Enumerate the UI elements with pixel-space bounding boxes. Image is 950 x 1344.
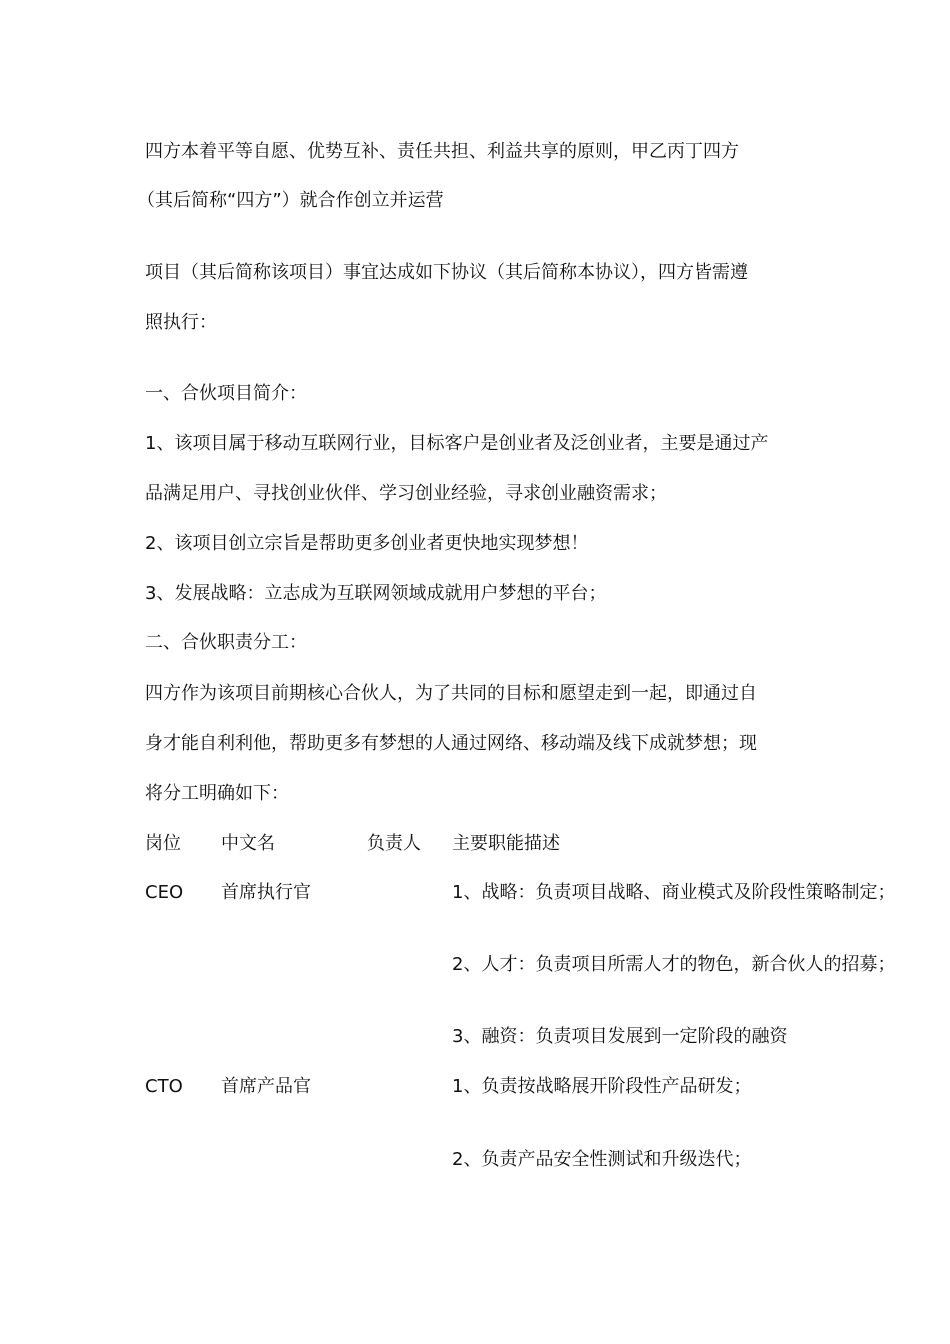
table-row-cto-duty-1: 1、负责按战略展开阶段性产品研发； (452, 1076, 752, 1097)
section-2-heading: 二、合伙职责分工： (145, 632, 307, 653)
table-header-name-cn: 中文名 (221, 833, 275, 854)
table-row-ceo-name-cn: 首席执行官 (221, 882, 311, 903)
table-header-duties: 主要职能描述 (452, 833, 560, 854)
table-row-ceo-duty-2: 2、人才：负责项目所需人才的物色，新合伙人的招募； (452, 954, 896, 975)
intro-paragraph-line-1: 四方本着平等自愿、优势互补、责任共担、利益共享的原则，甲乙丙丁四方 (145, 141, 739, 162)
section-2-intro-line-2: 身才能自利利他，帮助更多有梦想的人通过网络、移动端及线下成就梦想；现 (145, 733, 757, 754)
section-1-item-1b: 品满足用户、寻找创业伙伴、学习创业经验，寻求创业融资需求； (145, 483, 667, 504)
intro-paragraph-line-4: 照执行： (145, 312, 217, 333)
table-header-owner: 负责人 (367, 833, 421, 854)
table-row-ceo-duty-1: 1、战略：负责项目战略、商业模式及阶段性策略制定； (452, 882, 896, 903)
table-row-ceo-duty-3: 3、融资：负责项目发展到一定阶段的融资 (452, 1026, 788, 1047)
intro-paragraph-line-3: 项目（其后简称该项目）事宜达成如下协议（其后简称本协议），四方皆需遵 (145, 262, 748, 283)
table-row-cto-duty-2: 2、负责产品安全性测试和升级迭代； (452, 1149, 752, 1170)
intro-paragraph-line-2: （其后简称“四方”）就合作创立并运营 (137, 190, 444, 211)
section-1-heading: 一、合伙项目简介： (145, 383, 307, 404)
table-row-ceo-position: CEO (145, 882, 184, 903)
section-2-intro-line-3: 将分工明确如下： (145, 783, 289, 804)
section-1-item-2: 2、该项目创立宗旨是帮助更多创业者更快地实现梦想！ (145, 533, 589, 554)
section-1-item-3: 3、发展战略：立志成为互联网领域成就用户梦想的平台； (145, 583, 607, 604)
table-row-cto-position: CTO (145, 1076, 183, 1097)
table-row-cto-name-cn: 首席产品官 (221, 1076, 311, 1097)
section-1-item-1a: 1、该项目属于移动互联网行业，目标客户是创业者及泛创业者，主要是通过产 (145, 433, 769, 454)
table-header-position: 岗位 (145, 833, 181, 854)
section-2-intro-line-1: 四方作为该项目前期核心合伙人，为了共同的目标和愿望走到一起，即通过自 (145, 683, 757, 704)
